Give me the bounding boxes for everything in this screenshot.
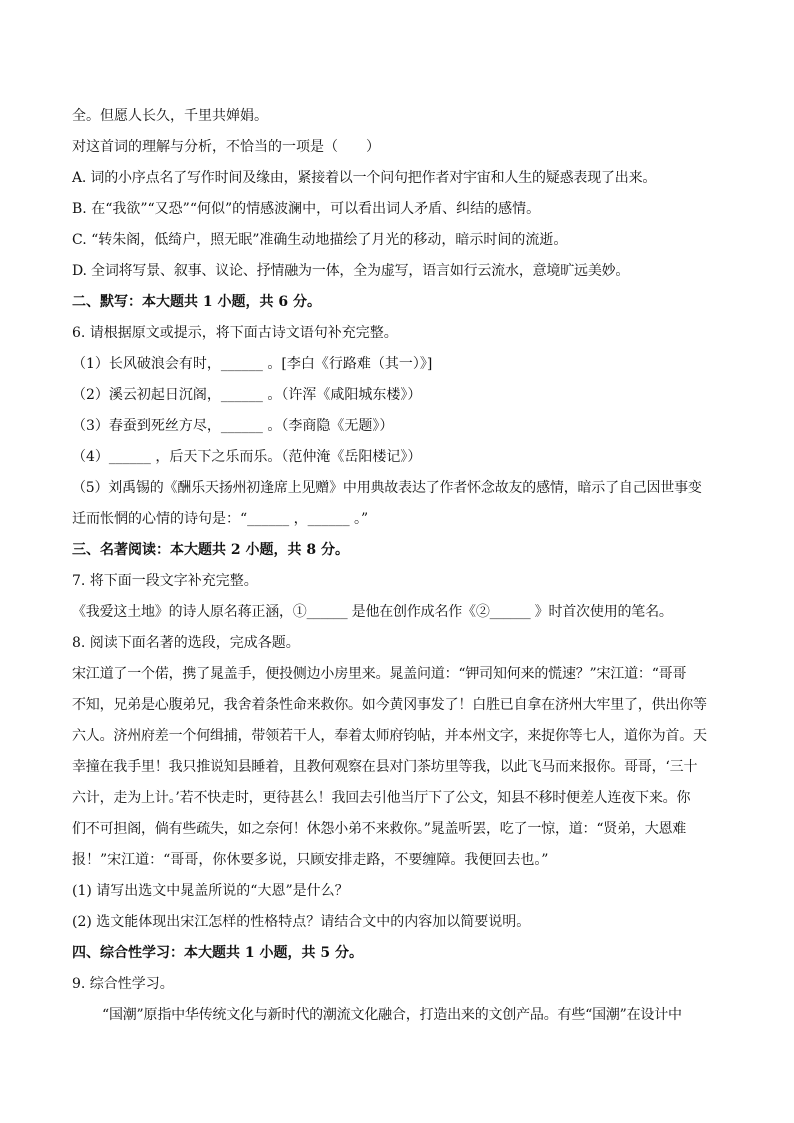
question-8-prompt: 8. 阅读下面名著的选段，完成各题。 <box>72 635 300 651</box>
section-2-heading: 二、默写：本大题共 1 小题，共 6 分。 <box>72 294 321 310</box>
poem-ending-line: 全。但愿人长久，千里共婵娟。 <box>72 108 268 124</box>
excerpt-line-6: 们不可担阁，倘有些疏失，如之奈何！休怨小弟不来救你。”晁盖听罢，吃了一惊，道：“贤弟，大恩难 <box>72 821 687 837</box>
exam-page <box>72 101 724 1031</box>
question-6-item-4: （4）______ ，后天下之乐而乐。（范仲淹《岳阳楼记》） <box>72 449 422 465</box>
question-6-prompt: 6. 请根据原文或提示，将下面古诗文语句补充完整。 <box>72 325 398 341</box>
excerpt-line-5: 六计，走为上计。’若不快走时，更待甚么！我回去引他当厅下了公文，知县不移时便差人连夜下来。你 <box>72 790 691 806</box>
section-4-heading: 四、综合性学习：本大题共 1 小题，共 5 分。 <box>72 945 363 961</box>
excerpt-line-4: 幸撞在我手里！我只推说知县睡着，且教何观察在县对门茶坊里等我，以此飞马而来报你。哥哥，‘三十 <box>72 759 698 775</box>
option-d: D. 全词将写景、叙事、议论、抒情融为一体，全为虚写，语言如行云流水，意境旷远美妙。 <box>72 263 630 279</box>
question-6-item-5: （5）刘禹锡的《酬乐天扬州初逢席上见赠》中用典故表达了作者怀念故友的感情，暗示了自己因世事变 <box>72 480 702 496</box>
option-c: C. “转朱阁，低绮户，照无眠”准确生动地描绘了月光的移动，暗示时间的流逝。 <box>72 232 568 248</box>
question-5-prompt: 对这首词的理解与分析，不恰当的一项是（ ） <box>72 139 380 155</box>
excerpt-line-3: 六人。济州府差一个何缉捕，带领若干人，奉着太师府钧帖，并本州文字，来捉你等七人，道你为首。天 <box>72 728 707 744</box>
question-6-item-1: （1）长风破浪会有时，______ 。[李白《行路难（其一）》] <box>72 356 433 372</box>
excerpt-line-1: 宋江道了一个偌，携了晁盖手，便投侧边小房里来。晁盖问道：“钾司知何来的慌速？”宋江道：“哥哥 <box>72 666 687 682</box>
excerpt-line-2: 不知，兄弟是心腹弟兄，我舍着条性命来救你。如今黄冈事发了！白胜已自拿在济州大牢里了，供出你等 <box>72 697 707 713</box>
option-b: B. 在“我欲”“又恐”“何似”的情感波澜中，可以看出词人矛盾、纠结的感情。 <box>72 201 541 217</box>
question-6-item-2: （2）溪云初起日沉阁，______ 。（许浑《咸阳城东楼》） <box>72 387 422 403</box>
question-9-paragraph: “国潮”原指中华传统文化与新时代的潮流文化融合，打造出来的文创产品。有些“国潮”在设计中 <box>102 1007 682 1023</box>
question-6-item-5-continued: 迁而怅惘的心情的诗句是：“______ ，______ 。” <box>72 511 369 527</box>
question-7-prompt: 7. 将下面一段文字补充完整。 <box>72 573 258 589</box>
question-8-sub-2: (2) 选文能体现出宋江怎样的性格特点？请结合文中的内容加以简要说明。 <box>72 914 531 930</box>
excerpt-line-7: 报！”宋江道：“哥哥，你休要多说，只顾安排走路，不要缠障。我便回去也。” <box>72 852 549 868</box>
question-8-sub-1: (1) 请写出选文中晁盖所说的“大恩”是什么？ <box>72 883 349 899</box>
option-a: A. 词的小序点名了写作时间及缘由，紧接着以一个问句把作者对宇宙和人生的疑惑表现了出来。 <box>72 170 657 186</box>
question-6-item-3: （3）春蚕到死丝方尽，______ 。（李商隐《无题》） <box>72 418 394 434</box>
section-3-heading: 三、名著阅读：本大题共 2 小题，共 8 分。 <box>72 542 349 558</box>
question-7-text: 《我爱这土地》的诗人原名蒋正涵，①______ 是他在创作成名作《②______ 》时首次使用的笔名。 <box>72 604 673 620</box>
question-9-prompt: 9. 综合性学习。 <box>72 976 174 992</box>
